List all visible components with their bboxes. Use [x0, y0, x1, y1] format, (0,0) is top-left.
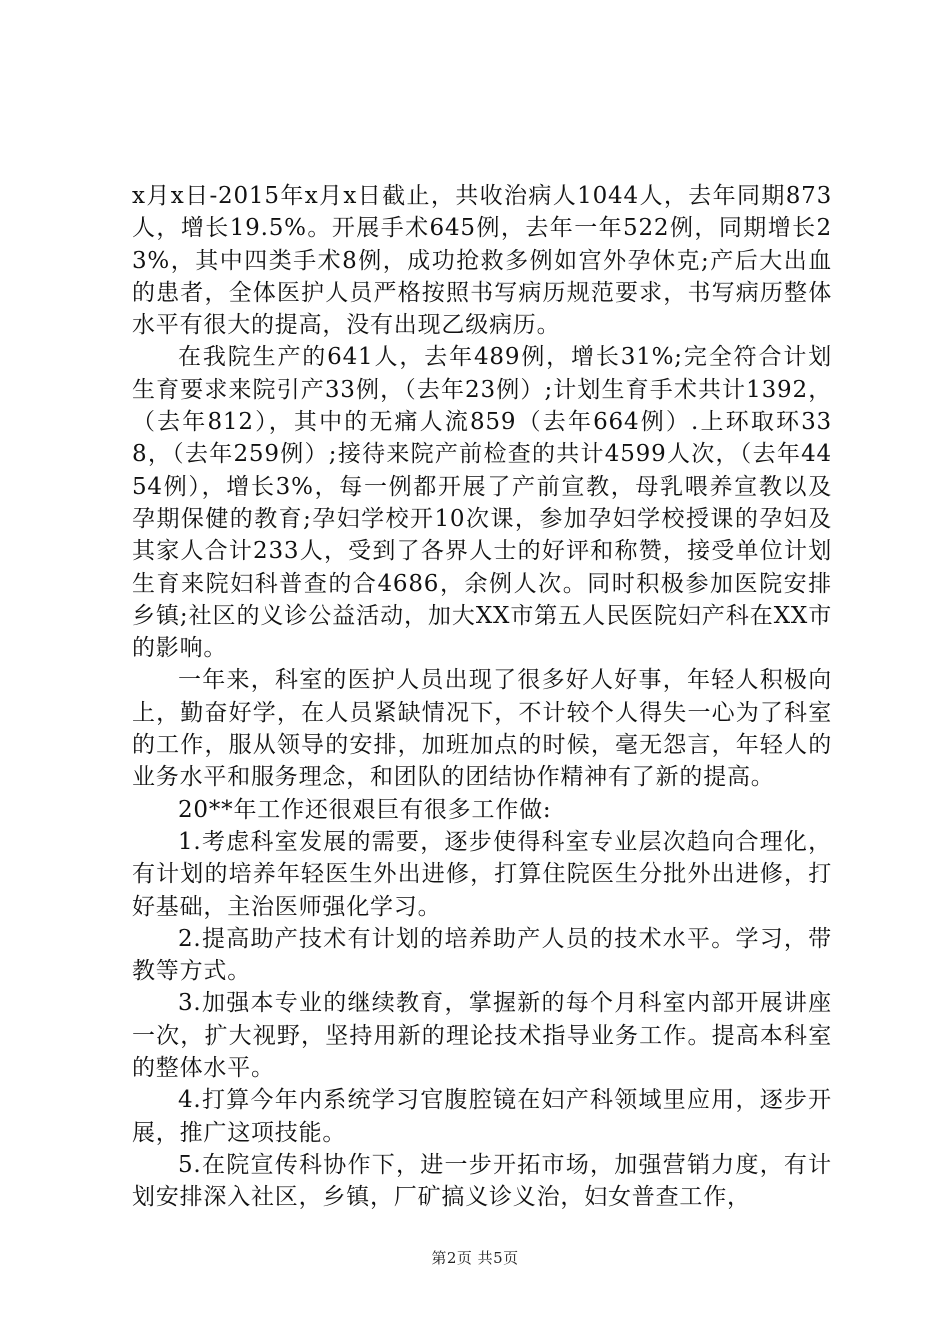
list-item-4: 4.打算今年内系统学习官腹腔镜在妇产科领域里应用，逐步开展，推广这项技能。 — [132, 1087, 832, 1146]
paragraph-1: x月x日-2015年x月x日截止，共收治病人1044人，去年同期873人，增长19.5%。开展手术645例，去年一年522例，同期增长23%，其中四类手术8例，成功抢救多例如宫外孕休克;产后大出血的患者，全体医护人员严格按照书写病历规范要求，书写病历整体水平有很大的提高，没有出现乙级病历。 — [132, 183, 832, 339]
page-footer: 第2页 共5页 — [431, 1249, 519, 1267]
list-item-3: 3.加强本专业的继续教育，掌握新的每个月科室内部开展讲座一次，扩大视野，坚持用新的理论技术指导业务工作。提高本科室的整体水平。 — [132, 990, 832, 1082]
paragraph-3: 一年来，科室的医护人员出现了很多好人好事，年轻人积极向上，勤奋好学，在人员紧缺情况下，不计较个人得失一心为了科室的工作，服从领导的安排，加班加点的时候，毫无怨言，年轻人的业务水平和服务理念，和团队的团结协作精神有了新的提高。 — [132, 667, 832, 791]
list-item-5: 5.在院宣传科协作下，进一步开拓市场，加强营销力度，有计划安排深入社区，乡镇，厂矿搞义诊义治，妇女普查工作， — [132, 1151, 832, 1211]
list-item-1: 1.考虑科室发展的需要，逐步使得科室专业层次趋向合理化，有计划的培养年轻医生外出进修，打算住院医生分批外出进修，打好基础，主治医师强化学习。 — [132, 828, 832, 920]
list-item-2: 2.提高助产技术有计划的培养助产人员的技术水平。学习，带教等方式。 — [132, 925, 832, 985]
document-body — [132, 180, 832, 1214]
paragraph-4: 20**年工作还很艰巨有很多工作做: — [178, 796, 552, 823]
paragraph-2: 在我院生产的641人，去年489例，增长31%;完全符合计划生育要求来院引产33例，（去年23例）;计划生育手术共计1392，（去年812），其中的无痛人流859（去年664例）.上环取环338，（去年259例）;接待来院产前检查的共计4599人次，（去年4454例），增长3%，每一例都开展了产前宣教，母乳喂养宣教以及孕期保健的教育;孕妇学校开10次课，参加孕妇学校授课的孕妇及其家人合计233人，受到了各界人士的好评和称赞，接受单位计划生育来院妇科普查的合4686，余例人次。同时积极参加医院安排乡镇;社区的义诊公益活动，加大XX市第五人民医院妇产科在XX市的影响。 — [132, 344, 832, 662]
